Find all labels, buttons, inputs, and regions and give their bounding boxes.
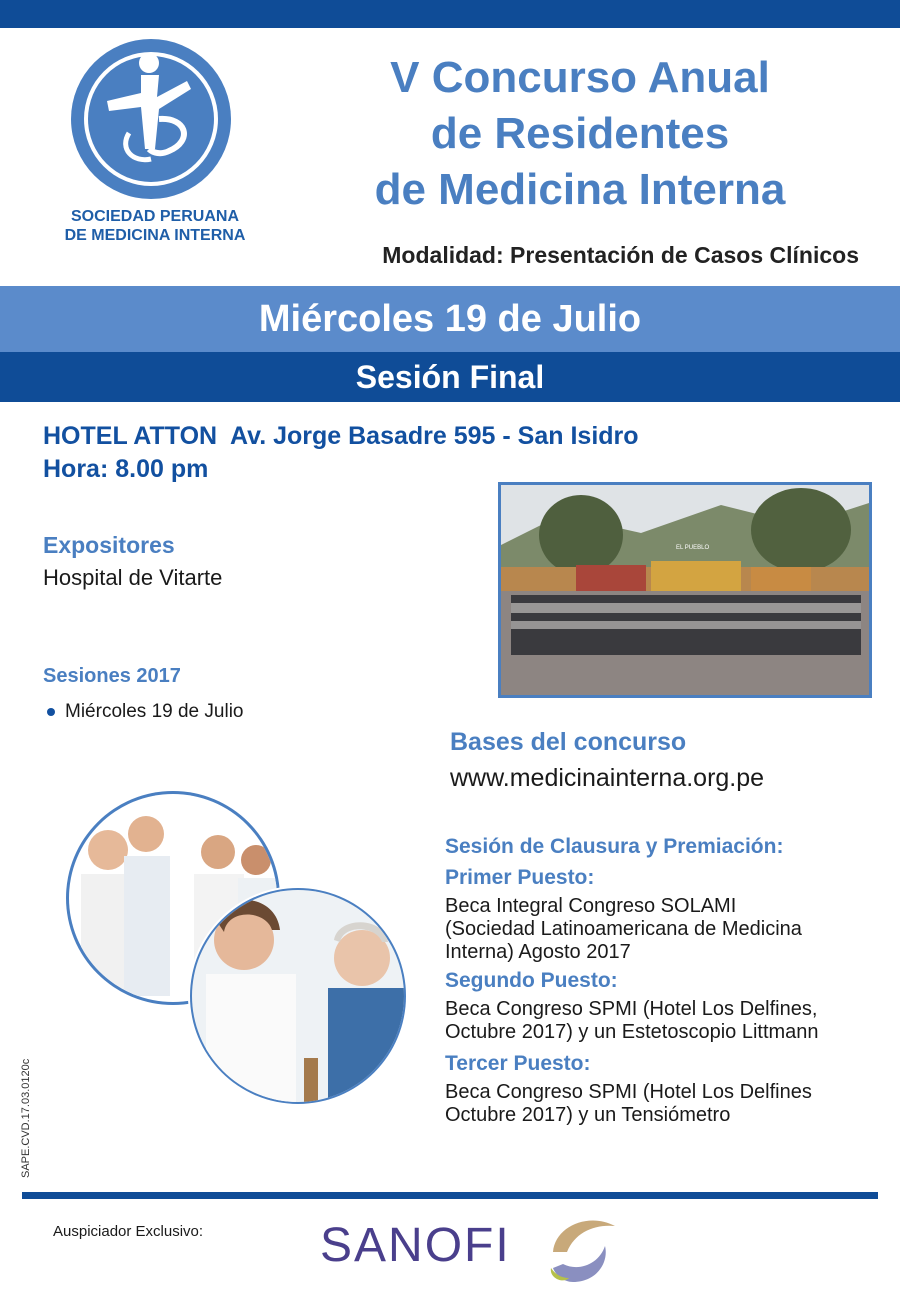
venue-address: HOTEL ATTON Av. Jorge Basadre 595 - San Isidro — [43, 422, 639, 450]
modalidad-text: Modalidad: Presentación de Casos Clínicos — [382, 242, 859, 268]
expositores-value: Hospital de Vitarte — [43, 565, 223, 590]
bottom-bar — [22, 1192, 878, 1199]
top-bar — [0, 0, 900, 28]
group-photo — [498, 482, 872, 698]
first-prize-title: Primer Puesto: — [445, 866, 595, 889]
organization-name: SOCIEDAD PERUANA DE MEDICINA INTERNA — [64, 208, 246, 244]
session-banner: Sesión Final — [0, 352, 900, 402]
document-code: SAPE.CVD.17.03.0120c — [20, 1058, 32, 1178]
bases-heading: Bases del concurso — [450, 728, 687, 756]
venue-info — [43, 420, 639, 486]
second-prize-text: Beca Congreso SPMI (Hotel Los Delfines, Octubre 2017) y un Estetoscopio Littmann — [445, 998, 819, 1043]
date-banner: Miércoles 19 de Julio — [0, 286, 900, 352]
venue-time: Hora: 8.00 pm — [43, 455, 209, 483]
doctors-illustration — [66, 790, 411, 1110]
bases-url[interactable]: www.medicinainterna.org.pe — [450, 764, 765, 792]
sponsor-label: Auspiciador Exclusivo: — [53, 1223, 204, 1240]
third-prize-title: Tercer Puesto: — [445, 1052, 591, 1075]
sponsor-name: SANOFI — [320, 1219, 511, 1272]
page-title: V Concurso Anual de Residentes de Medicina Interna — [374, 53, 786, 214]
expositores-heading: Expositores — [43, 532, 175, 558]
bullet-icon — [47, 708, 55, 716]
first-prize-text: Beca Integral Congreso SOLAMI (Sociedad Latinoamericana de Medicina Interna) Agosto 2017 — [445, 895, 802, 963]
photo-sign: EL PUEBLO — [676, 545, 710, 551]
clausura-heading: Sesión de Clausura y Premiación: — [445, 835, 784, 858]
sanofi-logo-icon — [545, 1212, 621, 1284]
sesiones-item: Miércoles 19 de Julio — [47, 701, 243, 723]
spmi-logo-icon — [69, 37, 233, 201]
sesiones-heading: Sesiones 2017 — [43, 665, 181, 687]
third-prize-text: Beca Congreso SPMI (Hotel Los Delfines Octubre 2017) y un Tensiómetro — [445, 1081, 812, 1126]
second-prize-title: Segundo Puesto: — [445, 969, 618, 992]
